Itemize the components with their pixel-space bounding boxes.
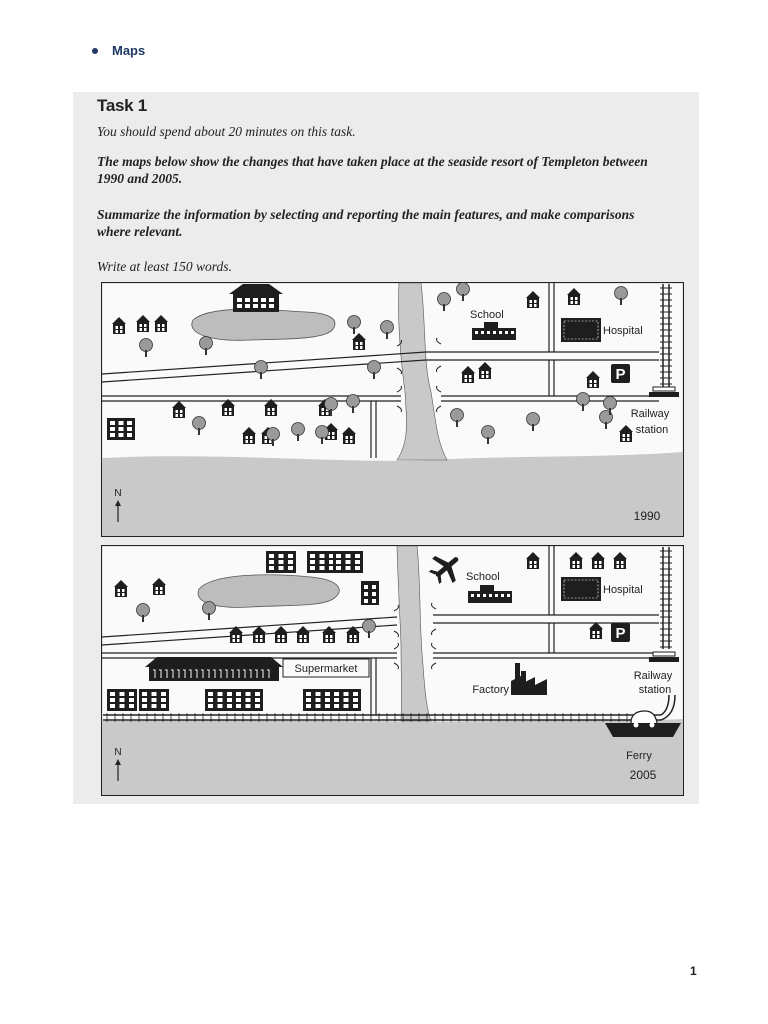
school-label: School [470, 309, 504, 321]
sea [102, 719, 683, 795]
map-1990 [101, 282, 684, 537]
school-label: School [466, 571, 500, 583]
lake [192, 309, 335, 340]
lake [198, 575, 339, 608]
map-year-label: 2005 [629, 768, 657, 782]
map-2005 [101, 545, 684, 796]
railway-label-line2: station [635, 424, 669, 436]
north-label: N [114, 488, 122, 499]
task-title: Task 1 [97, 96, 147, 115]
railway-label-line1: Railway [633, 670, 673, 682]
railway-station-icon [649, 387, 679, 397]
hospital-icon [561, 318, 601, 342]
railway-label-line1: Railway [630, 408, 670, 420]
parking-icon [611, 364, 630, 383]
hospital-icon [561, 577, 601, 601]
north-label: N [114, 747, 122, 758]
task-word-count: Write at least 150 words. [97, 259, 232, 274]
bullet-dot-icon [92, 48, 98, 54]
ferry-label: Ferry [626, 750, 652, 762]
task-time-note: You should spend about 20 minutes on this task. [97, 124, 356, 139]
parking-label: P [615, 366, 626, 383]
flats-icon [107, 418, 135, 440]
task-intro: The maps below show the changes that have taken place at the seaside resort of Templeton between 1990 and 2005. [97, 154, 648, 186]
section-label: Maps [112, 43, 146, 58]
sea [102, 452, 683, 536]
railway-station-icon [649, 652, 679, 662]
railway-label-line2: station [638, 684, 672, 696]
factory-label: Factory [472, 684, 509, 696]
map-year-label: 1990 [633, 509, 661, 523]
task-scan [73, 92, 699, 804]
section-bullet [92, 43, 145, 58]
page-number: 1 [690, 964, 697, 978]
task-instruction: Summarize the information by selecting and reporting the main features, and make comparisons where relevant. [97, 207, 635, 239]
hospital-label: Hospital [603, 584, 643, 596]
supermarket-label: Supermarket [294, 663, 358, 675]
supermarket-icon [145, 657, 283, 681]
parking-icon [611, 623, 630, 642]
hospital-label: Hospital [603, 325, 643, 337]
parking-label: P [615, 625, 626, 642]
